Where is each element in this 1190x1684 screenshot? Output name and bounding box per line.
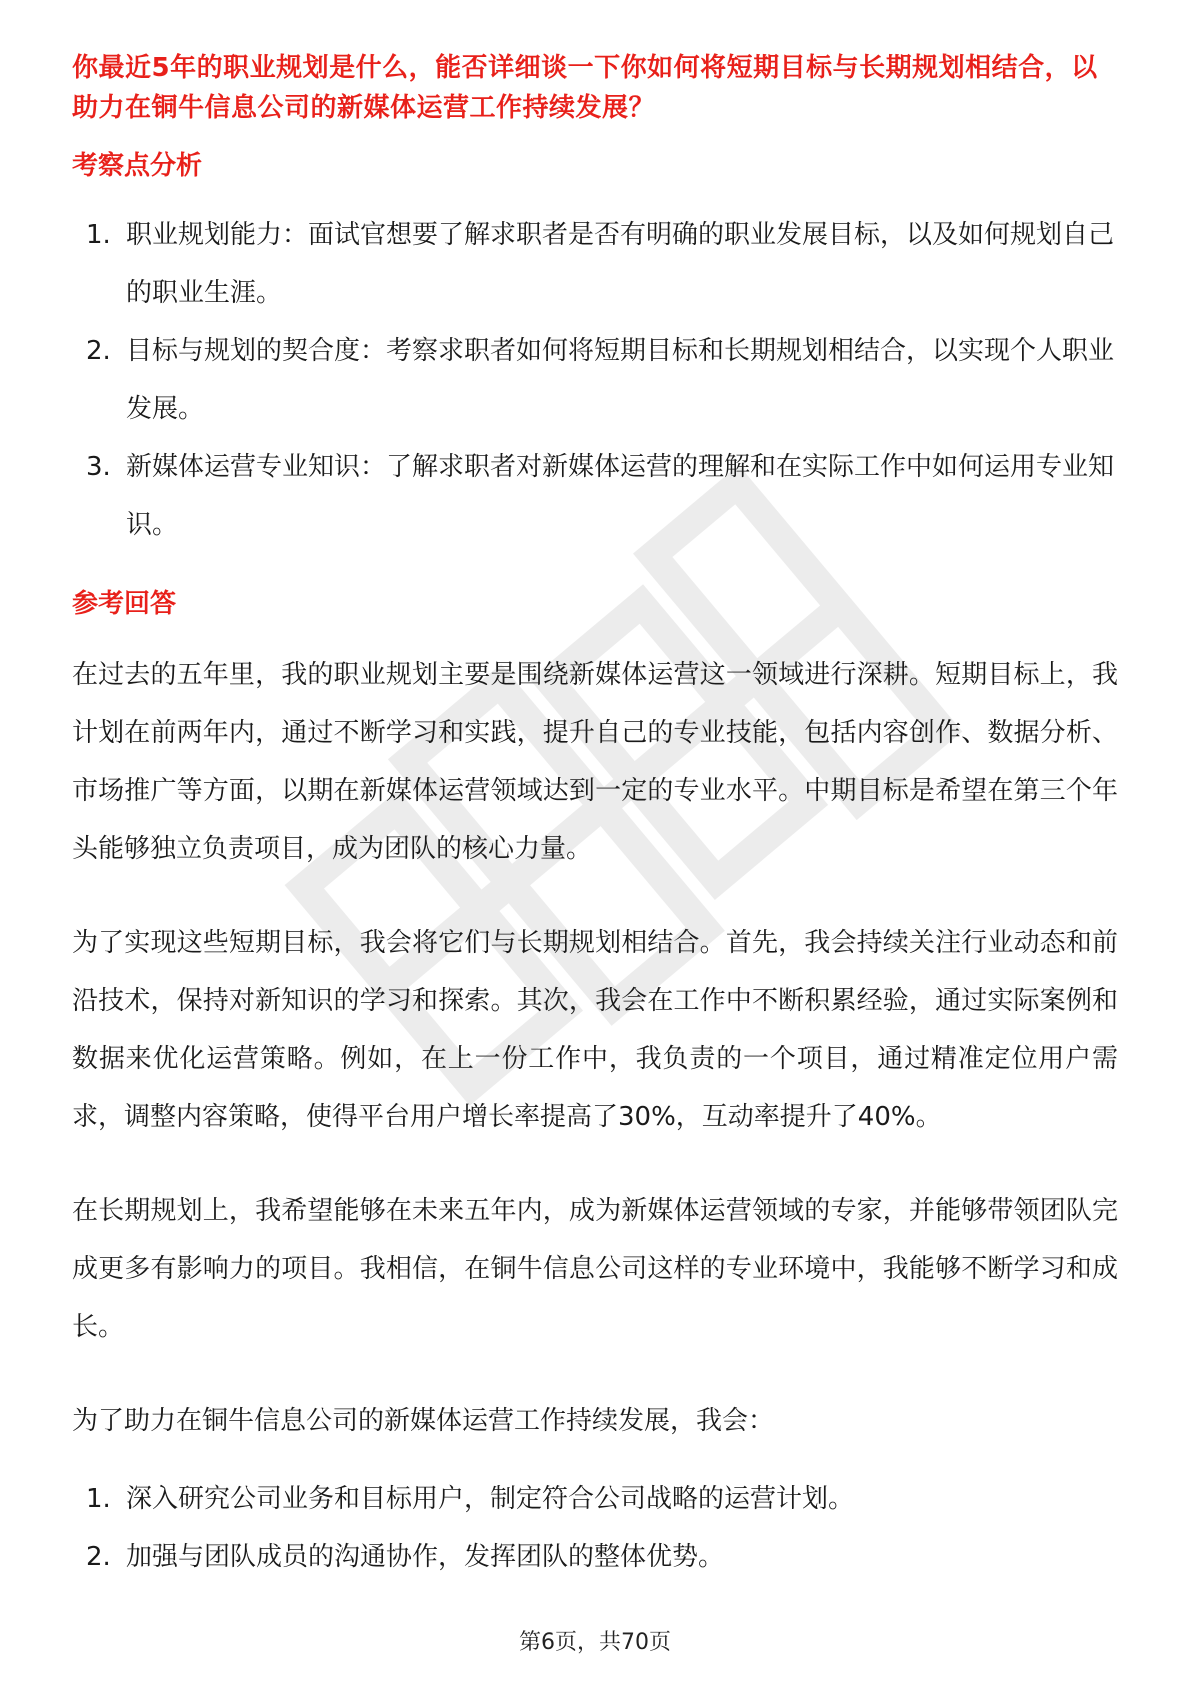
question-heading: 你最近5年的职业规划是什么，能否详细谈一下你如何将短期目标与长期规划相结合，以助力在铜牛信息公司的新媒体运营工作持续发展？ bbox=[72, 53, 1098, 123]
answer-paragraph: 在过去的五年里，我的职业规划主要是围绕新媒体运营这一领域进行深耕。短期目标上，我计划在前两年内，通过不断学习和实践，提升自己的专业技能，包括内容创作、数据分析、市场推广等方面，以期在新媒体运营领域达到一定的专业水平。中期目标是希望在第三个年头能够独立负责项目，成为团队的核心力量。 bbox=[72, 660, 1118, 864]
list-item bbox=[72, 1528, 1118, 1586]
answer-title: 参考回答 bbox=[72, 589, 177, 619]
list-item-text: 深入研究公司业务和目标用户，制定符合公司战略的运营计划。 bbox=[126, 1484, 855, 1514]
list-item-text: 目标与规划的契合度：考察求职者如何将短期目标和长期规划相结合，以实现个人职业发展。 bbox=[126, 336, 1115, 424]
answer-list bbox=[72, 1470, 1118, 1586]
list-item-text: 新媒体运营专业知识：了解求职者对新媒体运营的理解和在实际工作中如何运用专业知识。 bbox=[126, 452, 1115, 540]
list-item-number: 2. bbox=[86, 336, 111, 366]
list-item-number: 3. bbox=[86, 452, 111, 482]
analysis-title: 考察点分析 bbox=[72, 151, 203, 181]
page-number: 第6页，共70页 bbox=[519, 1630, 671, 1655]
document-page bbox=[72, 48, 1118, 1586]
answer-paragraph: 为了助力在铜牛信息公司的新媒体运营工作持续发展，我会： bbox=[72, 1406, 775, 1436]
list-item bbox=[72, 1470, 1118, 1528]
list-item bbox=[72, 438, 1118, 554]
answer-paragraph: 为了实现这些短期目标，我会将它们与长期规划相结合。首先，我会持续关注行业动态和前沿技术，保持对新知识的学习和探索。其次，我会在工作中不断积累经验，通过实际案例和数据来优化运营策略。例如，在上一份工作中，我负责的一个项目，通过精准定位用户需求，调整内容策略，使得平台用户增长率提高了30%，互动率提升了40%。 bbox=[72, 928, 1118, 1132]
analysis-list bbox=[72, 206, 1118, 554]
list-item-number: 1. bbox=[86, 1484, 111, 1514]
list-item-text: 加强与团队成员的沟通协作，发挥团队的整体优势。 bbox=[126, 1542, 725, 1572]
list-item bbox=[72, 322, 1118, 438]
list-item-number: 2. bbox=[86, 1542, 111, 1572]
list-item-text: 职业规划能力：面试官想要了解求职者是否有明确的职业发展目标，以及如何规划自己的职业生涯。 bbox=[126, 220, 1115, 308]
answer-paragraph: 在长期规划上，我希望能够在未来五年内，成为新媒体运营领域的专家，并能够带领团队完成更多有影响力的项目。我相信，在铜牛信息公司这样的专业环境中，我能够不断学习和成长。 bbox=[72, 1196, 1118, 1342]
list-item bbox=[72, 206, 1118, 322]
list-item-number: 1. bbox=[86, 220, 111, 250]
